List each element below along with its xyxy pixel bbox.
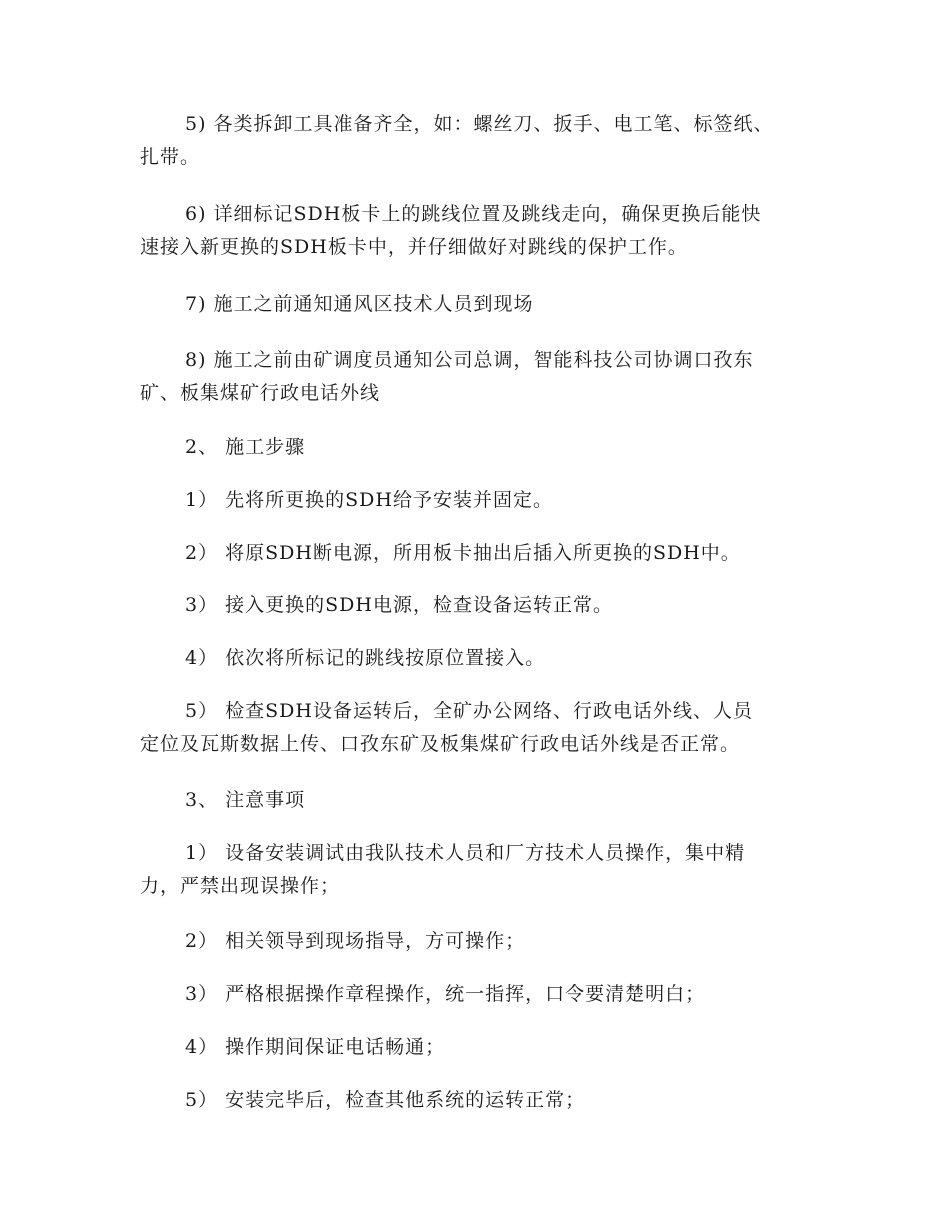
paragraph-jumper-marking bbox=[140, 198, 830, 264]
paragraph-step-3 bbox=[140, 589, 830, 622]
paragraph-precaution-2 bbox=[140, 925, 830, 958]
text-line: 定位及瓦斯数据上传、口孜东矿及板集煤矿行政电话外线是否正常。 bbox=[140, 733, 741, 755]
paragraph-notify-ventilation bbox=[140, 288, 830, 321]
paragraph-precaution-5 bbox=[140, 1084, 830, 1117]
text-line: 5) 各类拆卸工具准备齐全，如：螺丝刀、扳手、电工笔、标签纸、 bbox=[185, 113, 774, 135]
text-line: 扎带。 bbox=[140, 146, 201, 168]
paragraph-step-5 bbox=[140, 695, 830, 761]
paragraph-precaution-1 bbox=[140, 837, 830, 903]
section-heading-construction-steps bbox=[140, 431, 830, 464]
text-line: 5） 安装完毕后，检查其他系统的运转正常； bbox=[185, 1089, 586, 1111]
text-line: 1） 设备安装调试由我队技术人员和厂方技术人员操作，集中精 bbox=[185, 842, 746, 864]
paragraph-step-2 bbox=[140, 537, 830, 570]
text-line: 3、 注意事项 bbox=[185, 789, 306, 811]
text-line: 矿、板集煤矿行政电话外线 bbox=[140, 382, 381, 404]
text-line: 1） 先将所更换的SDH给予安装并固定。 bbox=[185, 489, 553, 511]
text-line: 6) 详细标记SDH板卡上的跳线位置及跳线走向，确保更换后能快 bbox=[185, 203, 762, 225]
paragraph-precaution-3 bbox=[140, 978, 830, 1011]
text-line: 力，严禁出现误操作； bbox=[140, 875, 341, 897]
text-line: 2、 施工步骤 bbox=[185, 436, 306, 458]
text-line: 3） 严格根据操作章程操作，统一指挥，口令要清楚明白； bbox=[185, 983, 706, 1005]
text-line: 5） 检查SDH设备运转后，全矿办公网络、行政电话外线、人员 bbox=[185, 700, 753, 722]
paragraph-step-4 bbox=[140, 642, 830, 675]
paragraph-notify-dispatch bbox=[140, 344, 830, 410]
text-line: 4） 操作期间保证电话畅通； bbox=[185, 1036, 446, 1058]
paragraph-step-1 bbox=[140, 484, 830, 517]
text-line: 速接入新更换的SDH板卡中，并仔细做好对跳线的保护工作。 bbox=[140, 236, 688, 258]
text-line: 8) 施工之前由矿调度员通知公司总调，智能科技公司协调口孜东 bbox=[185, 349, 754, 371]
text-line: 3） 接入更换的SDH电源，检查设备运转正常。 bbox=[185, 594, 613, 616]
paragraph-tools-prep bbox=[140, 108, 840, 174]
paragraph-precaution-4 bbox=[140, 1031, 830, 1064]
text-line: 7) 施工之前通知通风区技术人员到现场 bbox=[185, 293, 534, 315]
text-line: 2） 相关领导到现场指导，方可操作； bbox=[185, 930, 526, 952]
text-line: 2） 将原SDH断电源，所用板卡抽出后插入所更换的SDH中。 bbox=[185, 542, 741, 564]
section-heading-precautions bbox=[140, 784, 830, 817]
text-line: 4） 依次将所标记的跳线按原位置接入。 bbox=[185, 647, 546, 669]
